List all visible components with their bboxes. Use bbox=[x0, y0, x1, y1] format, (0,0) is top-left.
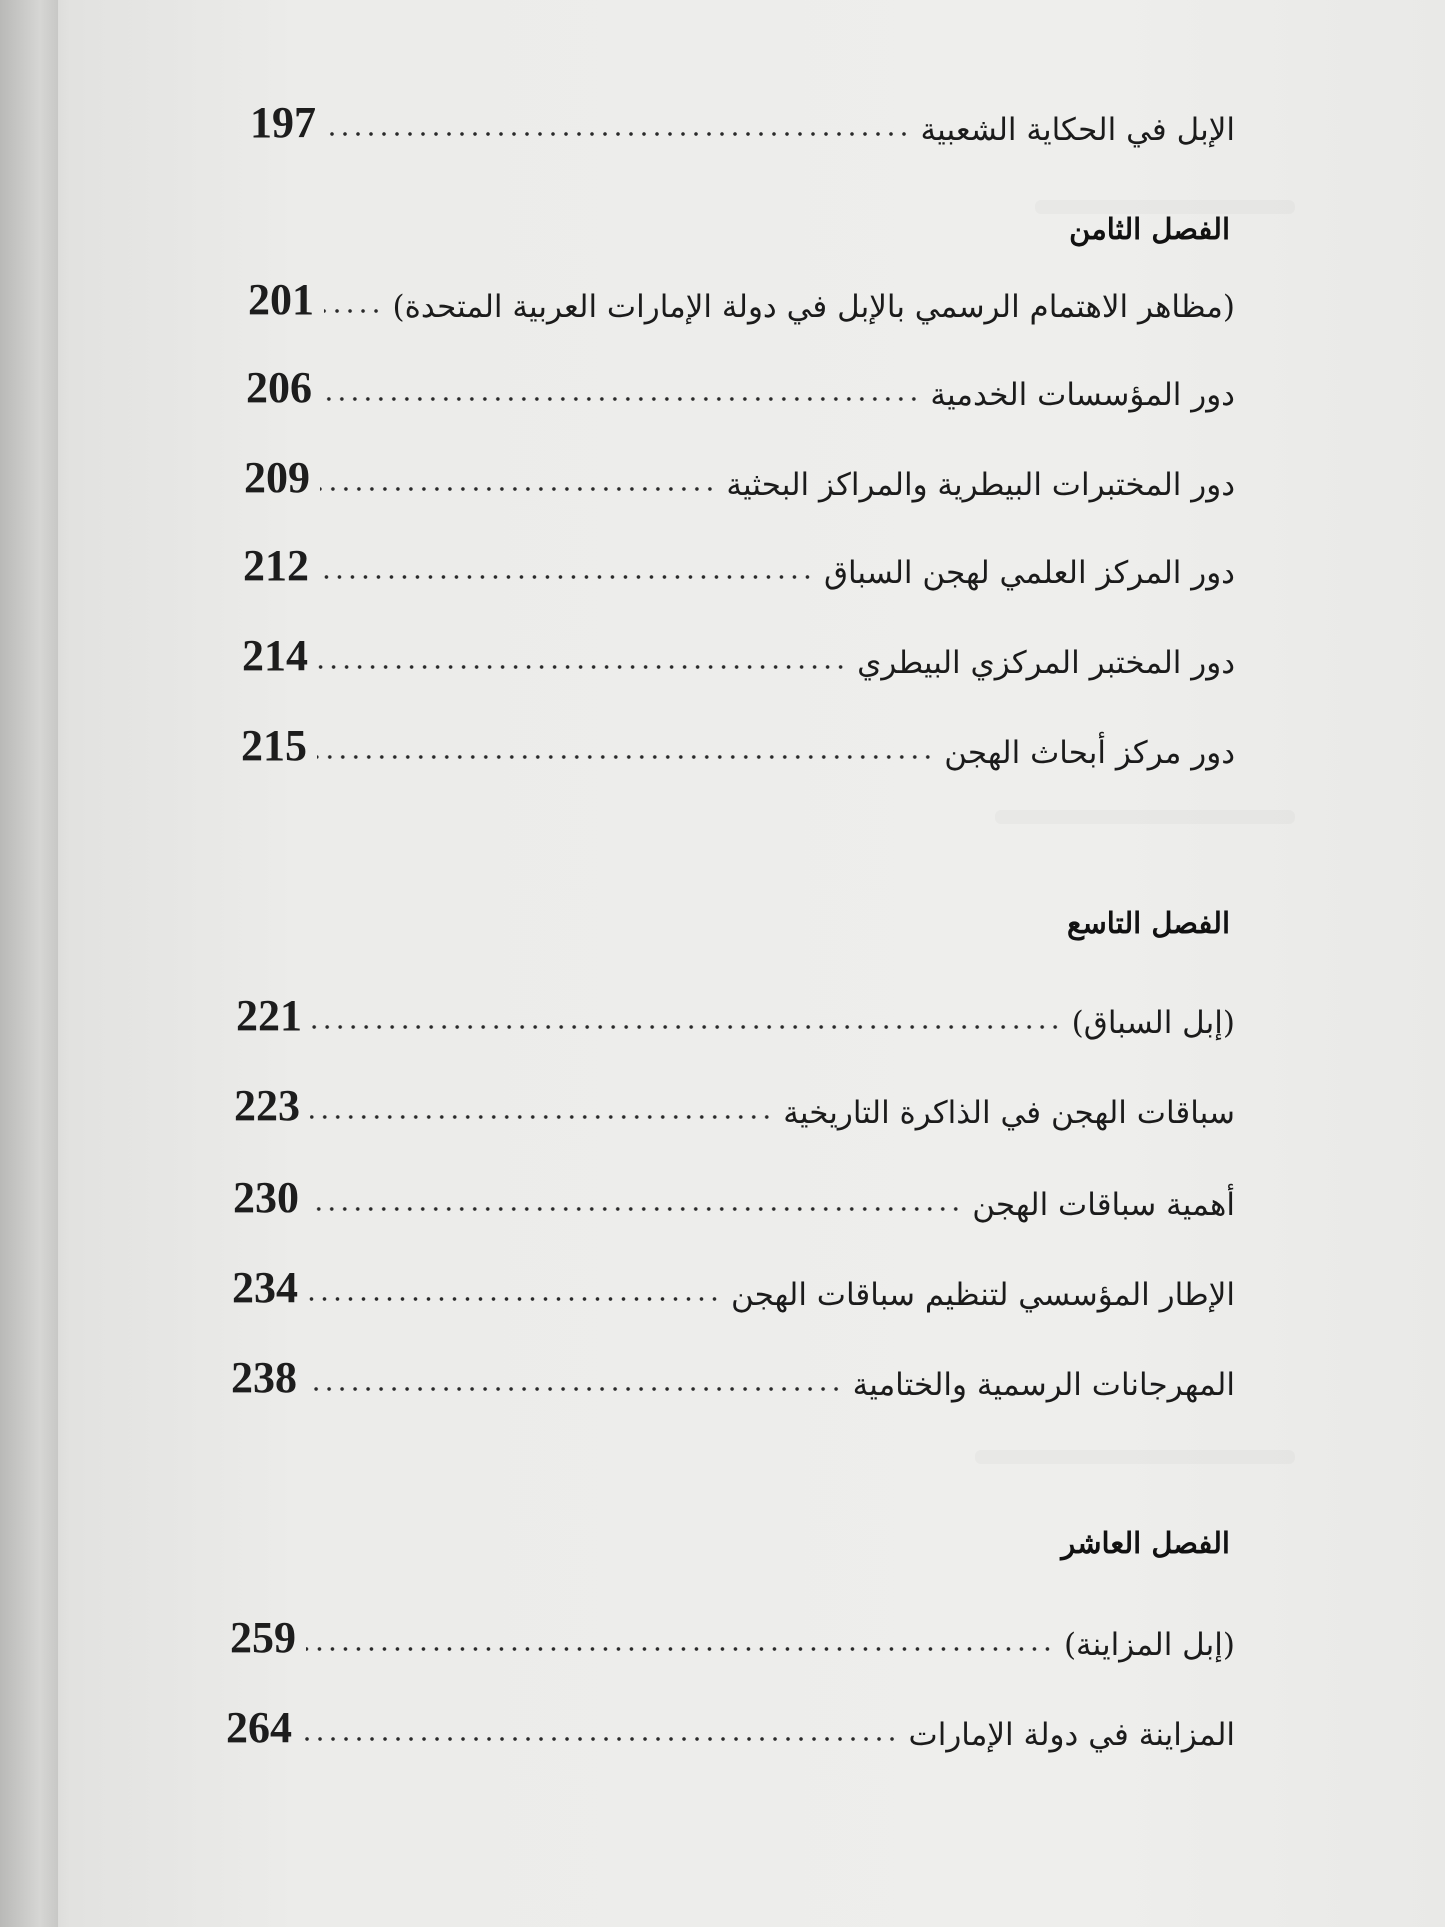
toc-entry-title: الإبل في الحكاية الشعبية bbox=[920, 111, 1235, 148]
toc-entry bbox=[232, 1250, 1235, 1320]
toc-entry-title: (إبل المزاينة) bbox=[1063, 1626, 1235, 1663]
dot-leader bbox=[324, 308, 383, 314]
toc-entry-page: 259 bbox=[230, 1613, 296, 1662]
toc-entry-page: 214 bbox=[242, 631, 308, 680]
toc-entry-title: دور المختبرات البيطرية والمراكز البحثية bbox=[726, 466, 1235, 503]
toc-entry bbox=[242, 618, 1235, 688]
toc-entry-title: سباقات الهجن في الذاكرة التاريخية bbox=[783, 1094, 1235, 1131]
toc-entry-page: 215 bbox=[241, 721, 307, 770]
dot-leader bbox=[310, 1114, 773, 1120]
toc-entry bbox=[236, 978, 1235, 1048]
chapter-heading: الفصل العاشر bbox=[1061, 1526, 1230, 1560]
toc-entry-title: الإطار المؤسسي لتنظيم سباقات الهجن bbox=[730, 1276, 1235, 1313]
toc-entry-page: 221 bbox=[236, 991, 302, 1040]
toc-entry-page: 234 bbox=[232, 1263, 298, 1312]
toc-entry bbox=[234, 1068, 1235, 1138]
toc-entry-title: (إبل السباق) bbox=[1071, 1004, 1235, 1041]
dot-leader bbox=[308, 1296, 721, 1302]
toc-entry bbox=[244, 440, 1235, 510]
dot-leader bbox=[318, 664, 847, 670]
toc-entry bbox=[233, 1160, 1235, 1230]
chapter-heading: الفصل التاسع bbox=[1067, 906, 1230, 940]
toc-entry-page: 238 bbox=[231, 1353, 297, 1402]
dot-leader bbox=[317, 754, 934, 760]
dot-leader bbox=[309, 1206, 962, 1212]
dot-leader bbox=[320, 486, 716, 492]
toc-entry-title: دور مركز أبحاث الهجن bbox=[944, 734, 1235, 771]
toc-entry bbox=[231, 1340, 1235, 1410]
toc-entry-page: 230 bbox=[233, 1173, 299, 1222]
show-through bbox=[995, 810, 1295, 824]
toc-entry-page: 201 bbox=[248, 275, 314, 324]
toc-entry-page: 209 bbox=[244, 453, 310, 502]
show-through bbox=[975, 1450, 1295, 1464]
dot-leader bbox=[322, 396, 920, 402]
toc-entry-title: المزاينة في دولة الإمارات bbox=[908, 1716, 1235, 1753]
toc-entry bbox=[248, 262, 1235, 332]
dot-leader bbox=[326, 131, 911, 137]
dot-leader bbox=[312, 1024, 1062, 1030]
toc-entry-title: دور المركز العلمي لهجن السباق bbox=[823, 554, 1235, 591]
toc-entry bbox=[243, 528, 1235, 598]
dot-leader bbox=[307, 1386, 843, 1392]
dot-leader bbox=[306, 1646, 1054, 1652]
dot-leader bbox=[302, 1736, 899, 1742]
chapter-heading: الفصل الثامن bbox=[1069, 212, 1230, 246]
dot-leader bbox=[319, 574, 814, 580]
toc-entry-page: 197 bbox=[250, 98, 316, 147]
toc-entry-title: أهمية سباقات الهجن bbox=[972, 1186, 1235, 1223]
toc-entry-title: دور المختبر المركزي البيطري bbox=[857, 644, 1235, 681]
toc-entry-page: 223 bbox=[234, 1081, 300, 1130]
toc-entry-page: 206 bbox=[246, 363, 312, 412]
toc-entry bbox=[241, 708, 1235, 778]
toc-entry bbox=[226, 1690, 1235, 1760]
toc-entry bbox=[230, 1600, 1235, 1670]
book-binding bbox=[0, 0, 58, 1927]
toc-entry bbox=[246, 350, 1235, 420]
toc-entry-title: دور المؤسسات الخدمية bbox=[930, 376, 1235, 413]
toc-entry-title: المهرجانات الرسمية والختامية bbox=[852, 1366, 1235, 1403]
toc-entry-page: 264 bbox=[226, 1703, 292, 1752]
toc-entry-page: 212 bbox=[243, 541, 309, 590]
toc-entry-title: (مظاهر الاهتمام الرسمي بالإبل في دولة الإمارات العربية المتحدة) bbox=[392, 288, 1235, 325]
toc-entry bbox=[250, 85, 1235, 155]
